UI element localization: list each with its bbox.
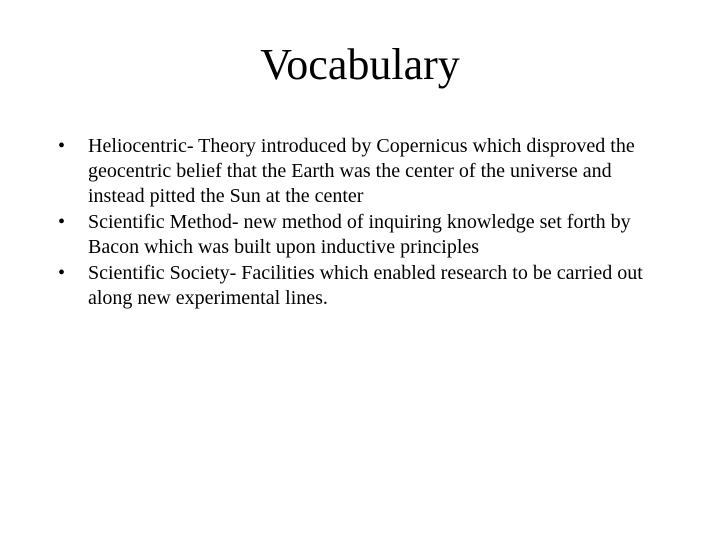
bullet-text: Heliocentric- Theory introduced by Copernicus which disproved the geocentric belief that the Earth was the center of the universe and instead pitted the Sun at the center bbox=[88, 135, 635, 207]
bullet-item-scientific-method bbox=[58, 210, 668, 260]
bullet-dot-icon: • bbox=[58, 135, 66, 157]
slide-title: Vocabulary bbox=[260, 40, 460, 89]
bullet-text: Scientific Method- new method of inquiring knowledge set forth by Bacon which was built upon inductive principles bbox=[88, 211, 631, 258]
bullet-item-heliocentric bbox=[58, 134, 668, 209]
bullet-dot-icon: • bbox=[58, 262, 66, 284]
bullet-item-scientific-society bbox=[58, 261, 668, 311]
bullet-dot-icon: • bbox=[58, 211, 66, 233]
bullet-list bbox=[58, 134, 668, 312]
bullet-text: Scientific Society- Facilities which enabled research to be carried out along new experimental lines. bbox=[88, 262, 643, 309]
